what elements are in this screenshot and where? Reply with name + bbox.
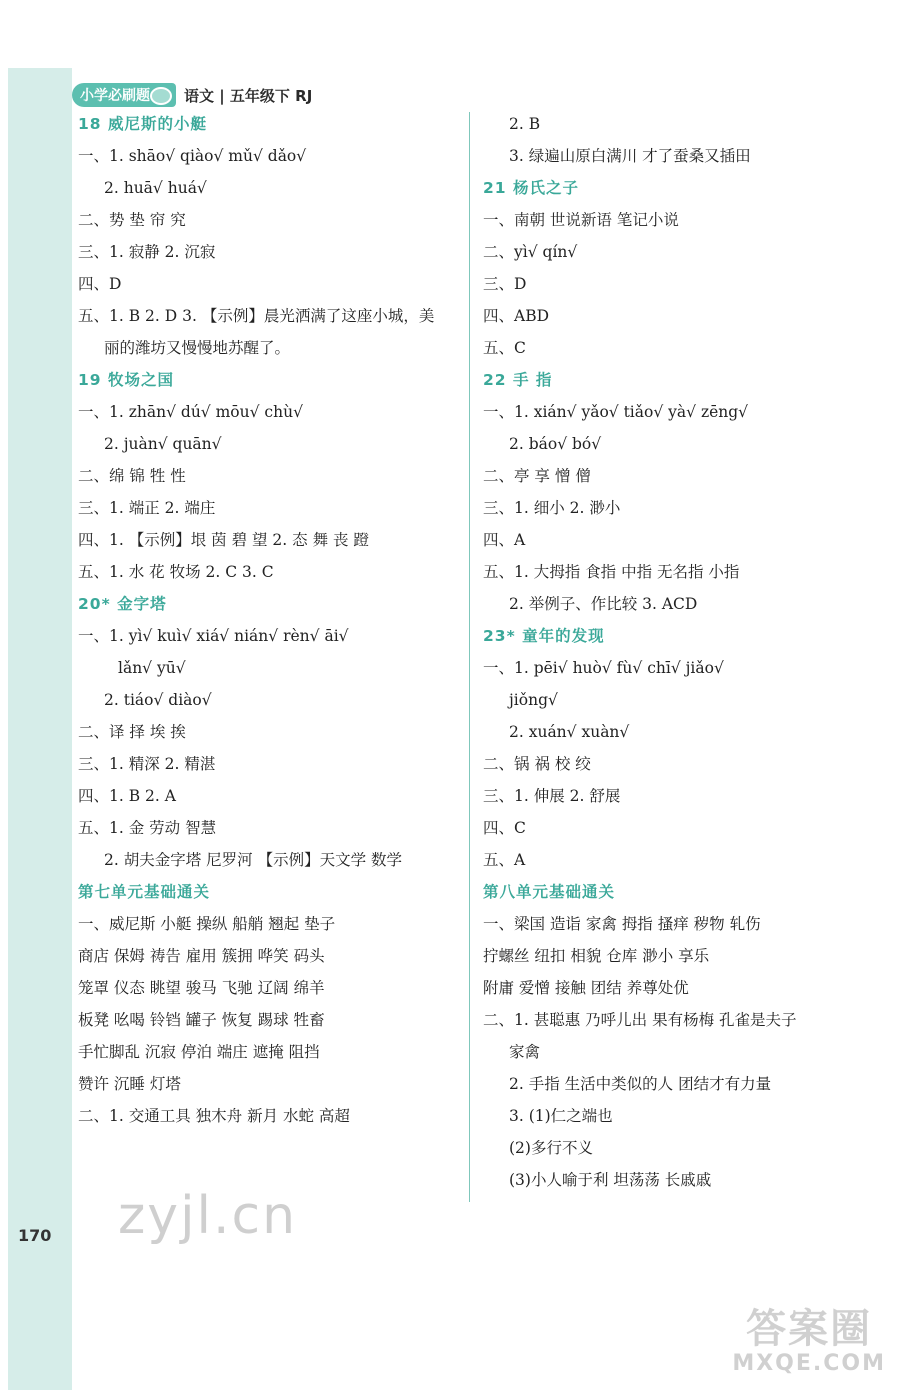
answer-line: 2. huā√ huá√ xyxy=(104,179,207,197)
column-divider xyxy=(469,112,470,1202)
answer-line: 五、A xyxy=(483,851,526,869)
answer-line: 拧螺丝 纽扣 相貌 仓库 渺小 享乐 xyxy=(483,947,710,965)
answer-line: 二、势 垫 帘 究 xyxy=(78,211,186,229)
answer-line: 二、亭 享 憎 僧 xyxy=(483,467,591,485)
answer-line: 五、1. 水 花 牧场 2. C 3. C xyxy=(78,563,274,581)
page-number: 170 xyxy=(18,1226,52,1245)
watermark-text: zyjl.cn xyxy=(118,1186,298,1246)
answer-line: 二、yì√ qín√ xyxy=(483,243,578,261)
section-title: 19 牧场之国 xyxy=(78,371,174,389)
answer-line: 家禽 xyxy=(509,1043,541,1061)
answer-line: 四、1. 【示例】垠 茵 碧 望 2. 态 舞 丧 蹬 xyxy=(78,531,369,549)
answer-line: 三、D xyxy=(483,275,527,293)
section-title: 23* 童年的发现 xyxy=(483,627,605,645)
section-title: 18 威尼斯的小艇 xyxy=(78,115,207,133)
left-answer-column xyxy=(78,108,466,1132)
answer-line: 四、D xyxy=(78,275,122,293)
cloud-icon xyxy=(150,87,172,105)
answer-line: 二、译 择 埃 挨 xyxy=(78,723,186,741)
answer-line: jiǒng√ xyxy=(509,691,558,709)
brand-badge xyxy=(72,83,176,107)
answer-line: 附庸 爱憎 接触 团结 养尊处优 xyxy=(483,979,689,997)
brand-label: 小学必刷题 xyxy=(80,88,150,104)
right-answer-column xyxy=(483,108,871,1196)
answer-line: 商店 保姆 祷告 雇用 簇拥 哗笑 码头 xyxy=(78,947,325,965)
answer-line: 一、1. pēi√ huò√ fù√ chī√ jiǎo√ xyxy=(483,659,724,677)
answer-line: 二、锅 祸 校 绞 xyxy=(483,755,591,773)
answer-line: 手忙脚乱 沉寂 停泊 端庄 遮掩 阻挡 xyxy=(78,1043,320,1061)
corner-logo xyxy=(732,1306,886,1376)
page-header xyxy=(72,82,312,108)
subject-label: 语文 | 五年级下 RJ xyxy=(184,86,313,105)
answer-line: (3)小人喻于利 坦荡荡 长戚戚 xyxy=(509,1171,712,1189)
answer-line: lǎn√ yū√ xyxy=(118,659,186,677)
answer-line: 三、1. 细小 2. 渺小 xyxy=(483,499,621,517)
answer-line: 四、C xyxy=(483,819,526,837)
answer-line: 五、1. B 2. D 3. 【示例】晨光洒满了这座小城，美 xyxy=(78,307,435,325)
answer-line: 一、1. shāo√ qiào√ mǔ√ dǎo√ xyxy=(78,147,307,165)
answer-line: 三、1. 端正 2. 端庄 xyxy=(78,499,216,517)
answer-line: 二、1. 交通工具 独木舟 新月 水蛇 高超 xyxy=(78,1107,350,1125)
answer-line: 板凳 吆喝 铃铛 罐子 恢复 踢球 牲畜 xyxy=(78,1011,325,1029)
answer-line: 3. (1)仁之端也 xyxy=(509,1107,613,1125)
answer-line: 五、C xyxy=(483,339,526,357)
answer-line: 丽的潍坊又慢慢地苏醒了。 xyxy=(104,339,291,357)
answer-line: 一、梁国 造诣 家禽 拇指 搔痒 秽物 轧伤 xyxy=(483,915,761,933)
answer-line: 三、1. 伸展 2. 舒展 xyxy=(483,787,621,805)
answer-line: 2. 手指 生活中类似的人 团结才有力量 xyxy=(509,1075,772,1093)
answer-line: 笼罩 仪态 眺望 骏马 飞驰 辽阔 绵羊 xyxy=(78,979,325,997)
corner-logo-domain: MXQE.COM xyxy=(732,1351,886,1376)
answer-line: 一、1. yì√ kuì√ xiá√ nián√ rèn√ āi√ xyxy=(78,627,349,645)
answer-line: (2)多行不义 xyxy=(509,1139,593,1157)
answer-line: 四、A xyxy=(483,531,526,549)
answer-line: 四、1. B 2. A xyxy=(78,787,176,805)
answer-line: 2. juàn√ quān√ xyxy=(104,435,222,453)
answer-line: 一、南朝 世说新语 笔记小说 xyxy=(483,211,679,229)
answer-line: 2. tiáo√ diào√ xyxy=(104,691,212,709)
side-color-strip xyxy=(8,68,72,1390)
answer-line: 一、1. zhān√ dú√ mōu√ chù√ xyxy=(78,403,303,421)
answer-line: 一、1. xián√ yǎo√ tiǎo√ yà√ zēng√ xyxy=(483,403,749,421)
section-title: 22 手 指 xyxy=(483,371,553,389)
corner-logo-title: 答案圈 xyxy=(746,1306,873,1352)
section-title: 第七单元基础通关 xyxy=(78,883,211,901)
answer-line: 五、1. 金 劳动 智慧 xyxy=(78,819,217,837)
section-title: 21 杨氏之子 xyxy=(483,179,579,197)
answer-line: 3. 绿遍山原白满川 才了蚕桑又插田 xyxy=(509,147,751,165)
answer-line: 二、绵 锦 牲 性 xyxy=(78,467,186,485)
answer-line: 2. xuán√ xuàn√ xyxy=(509,723,630,741)
answer-line: 三、1. 精深 2. 精湛 xyxy=(78,755,216,773)
section-title: 20* 金字塔 xyxy=(78,595,167,613)
answer-line: 一、威尼斯 小艇 操纵 船艄 翘起 垫子 xyxy=(78,915,336,933)
answer-line: 五、1. 大拇指 食指 中指 无名指 小指 xyxy=(483,563,740,581)
answer-line: 赞许 沉睡 灯塔 xyxy=(78,1075,181,1093)
answer-line: 2. 胡夫金字塔 尼罗河 【示例】天文学 数学 xyxy=(104,851,402,869)
answer-line: 2. 举例子、作比较 3. ACD xyxy=(509,595,698,613)
section-title: 第八单元基础通关 xyxy=(483,883,616,901)
answer-line: 2. báo√ bó√ xyxy=(509,435,602,453)
answer-line: 四、ABD xyxy=(483,307,550,325)
answer-line: 2. B xyxy=(509,115,541,133)
answer-line: 二、1. 甚聪惠 乃呼儿出 果有杨梅 孔雀是夫子 xyxy=(483,1011,797,1029)
answer-line: 三、1. 寂静 2. 沉寂 xyxy=(78,243,216,261)
